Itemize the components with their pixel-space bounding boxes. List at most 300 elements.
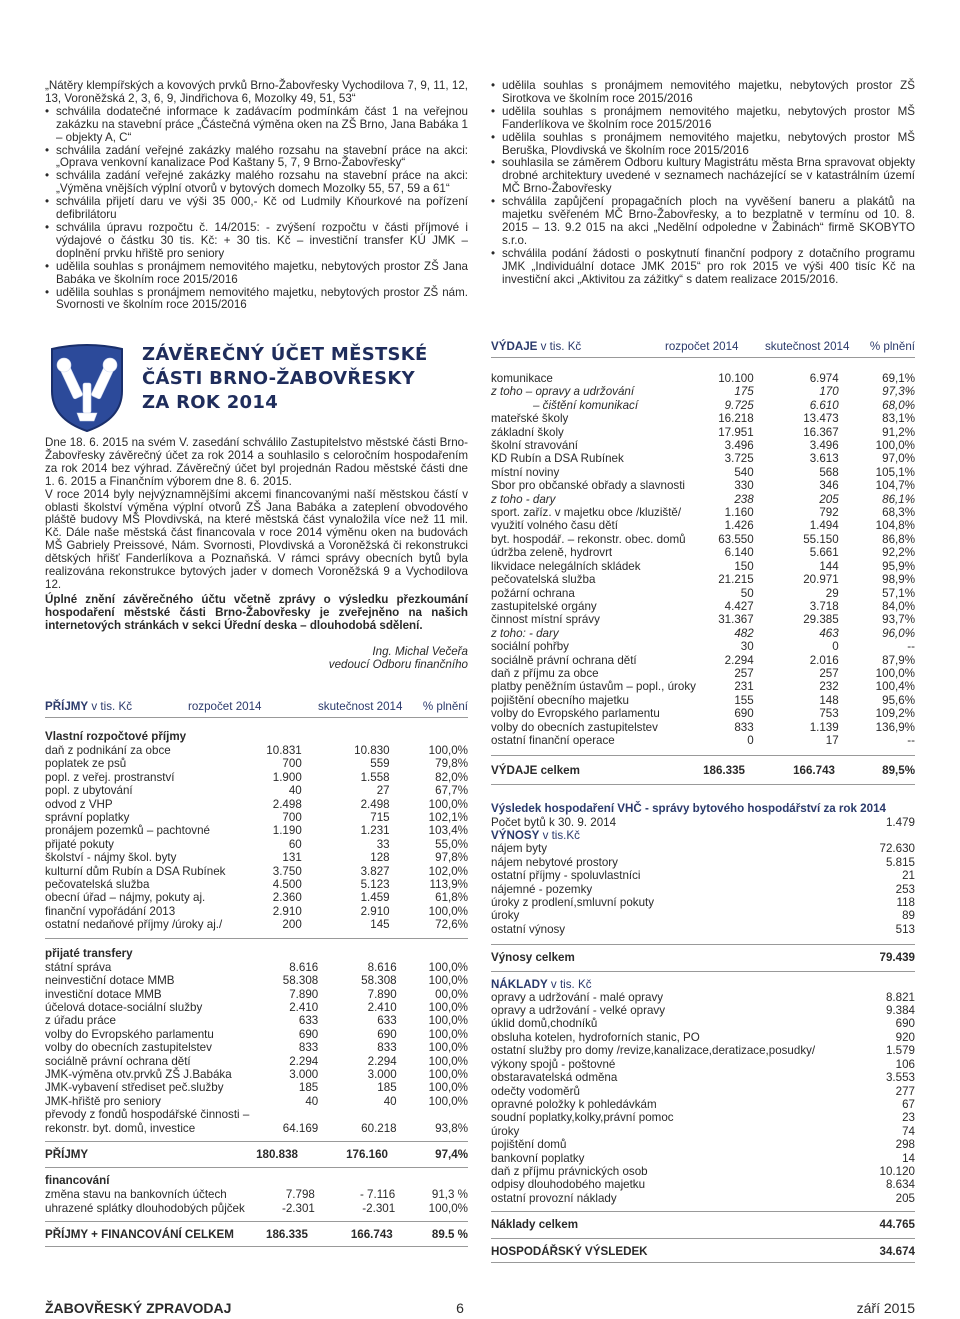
list-item: • udělila souhlas s pronájmem nemovitého majetku, nebytových prostor MŠ Beruška, Plovdivská ve školním roce 2015/2016 (491, 132, 915, 158)
row-label: bankovní poplatky (491, 1151, 585, 1165)
prijmy-group2-title: přijaté transfery (45, 946, 133, 960)
section-title (142, 343, 472, 415)
table-row (45, 798, 468, 811)
row-actual: 60.218 (361, 1121, 397, 1135)
table-row (491, 1165, 915, 1178)
row-label: mateřské školy (491, 412, 569, 426)
row-budget: 257 (734, 666, 754, 680)
row-budget: 2.294 (724, 653, 754, 667)
list-item: • schválila zadání veřejné zakázky malého rozsahu na stavební práce na akci: „Výměna vnějších výplní otvorů v bytových domech Mozolky 55, 57, 59 a 61“ (45, 170, 468, 196)
vhc-section (491, 802, 915, 1263)
table-row (45, 1188, 468, 1201)
table-row (45, 744, 468, 757)
row-budget: 3.750 (272, 864, 302, 878)
row-actual: 1.231 (360, 824, 390, 838)
table-row (45, 824, 468, 837)
table-row (491, 533, 915, 546)
row-actual: 3.496 (809, 439, 839, 453)
table-row (45, 905, 468, 918)
table-row (491, 1017, 915, 1030)
row-actual: 568 (819, 465, 839, 479)
row-budget: 3.496 (724, 439, 754, 453)
row-label: nájem nebytové prostory (491, 855, 618, 869)
table-row (491, 452, 915, 465)
row-actual: 792 (819, 506, 839, 520)
row-value: 89 (902, 909, 915, 923)
row-percent: 82,0% (435, 770, 468, 784)
table-row (45, 1095, 468, 1108)
row-label: poplatek ze psů (45, 757, 127, 771)
intro-bold-paragraph: Úplné znění závěrečného účtu včetně zprávy o výsledku přezkoumání hospodaření městské části Brno-Žabovřesky je zveřejněno na našich internetových stránkách v sekci Úřední deska – dlouhodobá sdělení. (45, 592, 468, 632)
table-row (45, 961, 468, 974)
row-label: JMK-hřiště pro seniory (45, 1094, 161, 1108)
row-percent: -- (907, 733, 915, 747)
row-actual: 16.367 (803, 425, 839, 439)
row-actual: 2.016 (809, 653, 839, 667)
row-budget: 31.367 (718, 613, 754, 627)
table-row (45, 1148, 468, 1161)
table-row (491, 909, 915, 922)
table-row (45, 1122, 468, 1135)
row-value: 253 (895, 882, 915, 896)
list-item: • udělila souhlas s pronájmem nemovitého majetku, nebytových prostor MŠ Fanderlíkova ve školním roce 2015/2016 (491, 106, 915, 132)
table-row (491, 587, 915, 600)
row-actual: 27 (376, 784, 390, 798)
row-budget: 700 (282, 811, 302, 825)
row-actual: 166.743 (350, 1228, 393, 1242)
table-row (491, 519, 915, 532)
row-budget: 9.725 (724, 398, 754, 412)
row-label: volby do Evropského parlamentu (45, 1027, 214, 1041)
row-actual: 1.494 (809, 519, 839, 533)
row-label: daň z podnikání za obce (45, 744, 171, 757)
row-label: PŘÍJMY (45, 1147, 89, 1161)
row-percent: 136,9% (875, 720, 915, 734)
row-label: zastupitelské orgány (491, 599, 597, 613)
row-percent: 67,7% (435, 784, 468, 798)
vhc-flats-value: 1.479 (885, 816, 915, 829)
list-item: • schválila zapůjčení propagačních ploch na vyvěšení baneru a plakátů na majetku svěřeném MČ Brno-Žabovřesky, a to bezplatně v termínu od 10. 8. 2015 – 13. 9.2 015 na akci „Nedělní odpoledne v Žabinách“ firmě SKOBYTO s.r.o. (491, 196, 915, 248)
row-budget: 7.890 (289, 987, 319, 1001)
vynosy-total-table (491, 951, 915, 964)
row-percent: 95,9% (882, 559, 915, 573)
list-item: • schválila podání žádosti o poskytnutí finanční podpory z dotačního programu JMK „Individuální dotace JMK 2015“ pro rok 2015 ve výši 400 tisíc Kč na investiční akci „Aktivitou za zážitky“ s datem realizace 2015/2016. (491, 248, 915, 287)
row-label: nájemné - pozemky (491, 882, 593, 896)
row-label: popl. z ubytování (45, 784, 133, 798)
row-percent: 91,3 % (431, 1188, 468, 1202)
intro-text (45, 437, 468, 633)
naklady-title: NÁKLADY (491, 977, 548, 991)
row-actual: 346 (819, 479, 839, 493)
vydaje-section (491, 340, 915, 785)
row-value: 298 (895, 1138, 915, 1152)
row-label: Náklady celkem (491, 1218, 579, 1232)
vhc-flats-label: Počet bytů k 30. 9. 2014 (491, 816, 617, 829)
row-budget: 1.160 (724, 506, 754, 520)
row-budget: 64.169 (282, 1121, 319, 1135)
row-budget: 1.190 (272, 824, 302, 838)
row-budget: 238 (734, 492, 754, 506)
row-label: nájem byty (491, 842, 548, 856)
row-budget: 1.426 (724, 519, 754, 533)
row-percent: -- (907, 640, 915, 654)
prijmy-group2-table (45, 961, 468, 1135)
table-row (491, 1138, 915, 1151)
row-actual: 5.661 (809, 546, 839, 560)
row-label: VÝDAJE celkem (491, 764, 580, 778)
row-budget: 16.218 (718, 412, 754, 426)
row-percent: 100,4% (875, 680, 915, 694)
row-percent: 72,6% (435, 918, 468, 932)
table-row (491, 1245, 915, 1258)
vydaje-title: VÝDAJE (491, 340, 538, 353)
list-item: • schválila dodatečné informace k zadávacím podmínkám část 1 na veřejnou zakázku na stavební práce „Částečná výměna oken na ZŠ Brno, Jana Babáka 1 – objekty A, C“ (45, 106, 468, 145)
footer (45, 1300, 915, 1316)
row-budget: 833 (734, 720, 754, 734)
table-row (491, 1125, 915, 1138)
table-row (45, 784, 468, 797)
financovani-title: financování (45, 1174, 110, 1188)
intro-paragraph-1: Dne 18. 6. 2015 na svém V. zasedání schválilo Zastupitelstvo městské části Brno-Žabovřesky závěrečný účet za rok 2014 a souhlasilo s celoročním hospodařením za rok 2014 bez výhrad. Závěrečný účet byl projednán Radou městské části dne 1. 6. 2015 a Finančním výborem dne 8. 6. 2015. (45, 436, 468, 488)
table-row (491, 1178, 915, 1191)
row-budget: 40 (305, 1094, 319, 1108)
row-budget: 30 (740, 640, 754, 654)
list-item: „Nátěry klempířských a kovových prvků Brno-Žabovřesky Vychodilova 7, 9, 11, 12, 13, Voroněžská 2, 3, 6, 9, Jindřichova 6, Mozolky 49, 51, 53“ (45, 79, 468, 105)
row-value: 44.765 (879, 1218, 915, 1232)
table-row (491, 869, 915, 882)
row-label: rekonstr. byt. domů, investice (45, 1121, 196, 1135)
table-row (45, 891, 468, 904)
row-label: úroky z prodlení,smluvní pokuty (491, 896, 655, 910)
table-row (45, 811, 468, 824)
row-budget: 131 (282, 851, 302, 865)
row-label: likvidace nelegálních skládek (491, 559, 641, 573)
row-actual: 29.385 (803, 613, 839, 627)
row-value: 74 (902, 1124, 915, 1138)
table-row (491, 613, 915, 626)
footer-page-number: 6 (456, 1300, 464, 1316)
prijmy-col-budget: rozpočet 2014 (188, 700, 262, 713)
row-actual: 8.616 (367, 960, 397, 974)
row-budget: 40 (288, 784, 302, 798)
row-actual: 144 (819, 559, 839, 573)
table-row (491, 883, 915, 896)
row-label: pečovatelská služba (45, 878, 150, 892)
row-percent: 100,0% (428, 1014, 468, 1028)
row-label: školství - nájmy škol. byty (45, 851, 177, 865)
row-actual: 3.613 (809, 452, 839, 466)
row-label: volby do obecních zastupitelstev (491, 720, 658, 734)
table-row (491, 506, 915, 519)
row-value: 9.384 (885, 1004, 915, 1018)
result-table (491, 1245, 915, 1258)
table-row (491, 694, 915, 707)
row-actual: 29 (825, 586, 839, 600)
row-actual: -2.301 (362, 1201, 396, 1215)
row-percent: 86,1% (882, 492, 915, 506)
row-label: odečty vodoměrů (491, 1084, 580, 1098)
row-percent: 79,8% (435, 757, 468, 771)
table-row (491, 896, 915, 909)
row-percent: 87,9% (882, 653, 915, 667)
intro-paragraph-2: V roce 2014 byly nejvýznamnějšími akcemi financovanými naší městskou částí v oblasti školství výměna výplní otvorů ZŠ Jana Babáka a zateplení obvodového pláště budovy MŠ Plovdivská, na které městská část vynaložila více než 11 mil. Kč. Dále naše městská část financovala v roce 2014 výměnu oken na budovách MŠ Gabriely Preissové, Nám. Svornosti, Plovdivská a Voroněžská či rekonstrukci dětských hřišť Fanderlíkova a Poznaňská. V rámci správy obecních bytů byla realizována rekonstrukce bytových jader v domech Voroněžská 9 a Vychodilova 12. (45, 487, 468, 591)
row-actual: 170 (819, 385, 839, 399)
row-actual: 145 (370, 918, 390, 932)
row-actual: 1.558 (360, 770, 390, 784)
row-budget: 700 (282, 757, 302, 771)
row-actual: 463 (819, 626, 839, 640)
row-value: 21 (902, 869, 915, 883)
row-label: odvod z VHP (45, 797, 113, 811)
row-percent: 100,0% (428, 1201, 468, 1215)
row-value: 5.815 (885, 855, 915, 869)
section-title-line-3: ZA ROK 2014 (142, 392, 279, 413)
row-label: pojištění obecního majetku (491, 693, 629, 707)
table-row (491, 399, 915, 412)
row-actual: 2.410 (367, 1000, 397, 1014)
row-budget: 633 (298, 1014, 319, 1028)
row-actual: 559 (370, 757, 390, 771)
signature-name: Ing. Michal Večeřa (372, 645, 468, 658)
row-label: úroky (491, 1124, 520, 1138)
row-percent: 83,1% (882, 412, 915, 426)
table-row (45, 771, 468, 784)
row-budget: 482 (734, 626, 754, 640)
row-budget: 200 (282, 918, 302, 932)
row-label: Výnosy celkem (491, 951, 575, 965)
row-percent: 103,4% (428, 824, 468, 838)
vydaje-total-table (491, 764, 915, 777)
table-row (491, 680, 915, 693)
row-label: KD Rubín a DSA Rubínek (491, 452, 624, 466)
row-percent: 100,0% (428, 1081, 468, 1095)
table-row (491, 627, 915, 640)
row-budget: -2.301 (281, 1201, 315, 1215)
table-row (491, 1058, 915, 1071)
table-row (45, 1228, 468, 1241)
row-budget: 4.500 (272, 878, 302, 892)
row-label: – čištění komunikací (533, 398, 639, 412)
table-row (491, 372, 915, 385)
list-item: • udělila souhlas s pronájmem nemovitého majetku, nebytových prostor ZŠ Jana Babáka ve školním roce 2015/2016 (45, 261, 468, 287)
row-budget: 330 (734, 479, 754, 493)
table-row (491, 426, 915, 439)
row-actual: 13.473 (803, 412, 839, 426)
table-row (491, 842, 915, 855)
table-row (491, 667, 915, 680)
row-percent: 98,9% (882, 573, 915, 587)
row-label: státní správa (45, 960, 112, 974)
row-label: z toho: - dary (491, 626, 559, 640)
row-label: PŘÍJMY + FINANCOVÁNÍ CELKEM (45, 1228, 234, 1242)
table-row (45, 838, 468, 851)
row-percent: 100,0% (875, 439, 915, 453)
row-budget: 58.308 (282, 974, 319, 988)
table-row (491, 1192, 915, 1205)
vydaje-header (491, 340, 915, 358)
row-budget: 0 (747, 733, 754, 747)
row-label: z toho – opravy a udržování (491, 385, 635, 399)
row-value: 205 (895, 1191, 915, 1205)
row-label: uhrazené splátky dlouhodobých půjček (45, 1201, 245, 1215)
row-label: opravy a udržování - velké opravy (491, 1004, 665, 1018)
row-budget: 2.294 (289, 1054, 319, 1068)
prijmy-title: PŘÍJMY (45, 700, 89, 713)
row-budget: 50 (740, 586, 754, 600)
naklady-total-table (491, 1218, 915, 1231)
table-row (491, 1031, 915, 1044)
resolutions-left (45, 80, 468, 312)
table-row (491, 951, 915, 964)
row-label: volby do obecních zastupitelstev (45, 1041, 212, 1055)
row-actual: 33 (376, 837, 390, 851)
row-percent: 100,0% (428, 1067, 468, 1081)
table-row (45, 918, 468, 931)
list-item: • schválila úpravu rozpočtu č. 14/2015: - zvýšení rozpočtu v části příjmové i výdajové o částku 30 tis. Kč: + 30 tis. Kč – investiční transfer KÚ JMK – doplnění prvku hřiště pro seniory (45, 222, 468, 261)
row-value: 10.120 (879, 1164, 915, 1178)
row-label: změna stavu na bankovních účtech (45, 1188, 227, 1202)
row-label: obecní úřad – nájmy, pokuty aj. (45, 891, 206, 905)
row-budget: 186.335 (703, 764, 745, 778)
row-percent: 100,0% (428, 1027, 468, 1041)
vydaje-col-actual: skutečnost 2014 (765, 340, 850, 353)
row-value: 23 (902, 1111, 915, 1125)
vhc-title: Výsledek hospodaření VHČ - správy bytového hospodářství za rok 2014 (491, 802, 886, 815)
row-budget: 10.831 (266, 744, 302, 757)
table-row (491, 640, 915, 653)
prijmy-group1-table (45, 744, 468, 932)
row-label: sociálně právní ochrana dětí (45, 1054, 191, 1068)
table-row (491, 466, 915, 479)
table-row (491, 721, 915, 734)
row-percent: 100,0% (428, 904, 468, 918)
row-value: 8.821 (885, 990, 915, 1004)
row-budget: 3.000 (289, 1067, 319, 1081)
table-row (491, 439, 915, 452)
resolutions-list-right (491, 80, 915, 287)
row-actual: 3.000 (367, 1067, 397, 1081)
row-label: JMK-výměna otv.prvků ZŠ J.Babáka (45, 1067, 232, 1081)
row-label: pečovatelská služba (491, 573, 596, 587)
list-item: • udělila souhlas s pronájmem nemovitého majetku, nebytových prostor ZŠ Sirotkova ve školním roce 2015/2016 (491, 80, 915, 106)
row-actual (318, 1108, 396, 1121)
row-actual: 0 (832, 640, 839, 654)
row-percent: 68,3% (882, 506, 915, 520)
vynosy-heading (491, 829, 915, 842)
table-row (45, 1001, 468, 1014)
section-title-line-2: ČÁSTI BRNO-ŽABOVŘESKY (142, 368, 415, 389)
row-percent: 100,0% (428, 797, 468, 811)
row-budget: 3.725 (724, 452, 754, 466)
row-percent: 92,2% (882, 546, 915, 560)
naklady-unit: v tis. Kč (550, 977, 592, 991)
row-value: 34.674 (879, 1244, 915, 1258)
row-actual: 2.910 (360, 904, 390, 918)
row-percent: 97,3% (882, 385, 915, 399)
row-value: 72.630 (879, 842, 915, 856)
table-row (491, 734, 915, 747)
table-row (491, 560, 915, 573)
row-label: požární ochrana (491, 586, 575, 600)
row-label: Sbor pro občanské obřady a slavnosti (491, 479, 685, 493)
row-label: využití volného času dětí (491, 519, 618, 533)
row-label: pojištění domů (491, 1138, 567, 1152)
row-budget: 17.951 (718, 425, 754, 439)
table-row (45, 1068, 468, 1081)
footer-publication: ŽABOVŘESKÝ ZPRAVODAJ (45, 1300, 232, 1316)
row-actual: 40 (383, 1094, 397, 1108)
table-row (491, 1071, 915, 1084)
row-value: 690 (895, 1017, 915, 1031)
row-percent: 100,0% (428, 744, 468, 757)
table-row (45, 1041, 468, 1054)
row-label: komunikace (491, 372, 553, 385)
table-row (45, 851, 468, 864)
table-row (491, 1152, 915, 1165)
row-percent: 97,4% (435, 1147, 468, 1161)
row-label: údržba zeleně, hydrovrt (491, 546, 613, 560)
row-value: 920 (895, 1030, 915, 1044)
row-budget: 155 (734, 693, 754, 707)
row-actual: 3.718 (809, 599, 839, 613)
row-label: sociálně právní ochrana dětí (491, 653, 637, 667)
row-actual: 833 (377, 1041, 397, 1055)
signature (245, 645, 468, 671)
vydaje-unit: v tis. Kč (540, 340, 582, 353)
row-label: popl. z veřej. prostranství (45, 770, 175, 784)
row-actual: 690 (377, 1027, 397, 1041)
row-percent: 102,1% (428, 811, 468, 825)
table-row (45, 1108, 468, 1121)
row-label: úklid domů,chodníků (491, 1017, 598, 1031)
signature-role: vedoucí Odboru finančního (328, 658, 468, 671)
table-row (491, 707, 915, 720)
row-budget: 150 (734, 559, 754, 573)
row-percent (397, 1108, 468, 1121)
table-row (491, 1111, 915, 1124)
row-value: 8.634 (885, 1178, 915, 1192)
resolutions-list-left (45, 80, 468, 312)
table-row (45, 1014, 468, 1027)
row-label: obstaravatelská odměna (491, 1071, 618, 1085)
row-percent: 89,5% (882, 764, 915, 778)
row-percent: 100,0% (428, 1041, 468, 1055)
table-row (491, 856, 915, 869)
table-row (491, 764, 915, 777)
table-row (491, 654, 915, 667)
naklady-heading (491, 978, 915, 991)
row-label: platby peněžním ústavům – popl., úroky (491, 680, 696, 694)
row-label: obsluha kotelen, hydroforních stanic, PO (491, 1030, 700, 1044)
row-value: 79.439 (879, 951, 915, 965)
row-actual: 6.610 (809, 398, 839, 412)
row-label: ostatní služby pro domy /revize,kanalizace,deratizace,posudky/ (491, 1044, 816, 1058)
row-actual: 148 (819, 693, 839, 707)
footer-date: září 2015 (856, 1300, 915, 1316)
table-row (45, 878, 468, 891)
row-label: sociální pohřby (491, 640, 569, 654)
table-row (45, 974, 468, 987)
row-percent: 84,0% (882, 599, 915, 613)
row-label: ostatní finanční operace (491, 733, 615, 747)
row-actual: 128 (370, 851, 390, 865)
row-value: 3.553 (885, 1071, 915, 1085)
row-label: převody z fondů hospodářské činnosti – (45, 1108, 250, 1122)
table-row (491, 385, 915, 398)
prijmy-section (45, 700, 468, 1247)
table-row (45, 757, 468, 770)
row-percent: 100,0% (428, 960, 468, 974)
